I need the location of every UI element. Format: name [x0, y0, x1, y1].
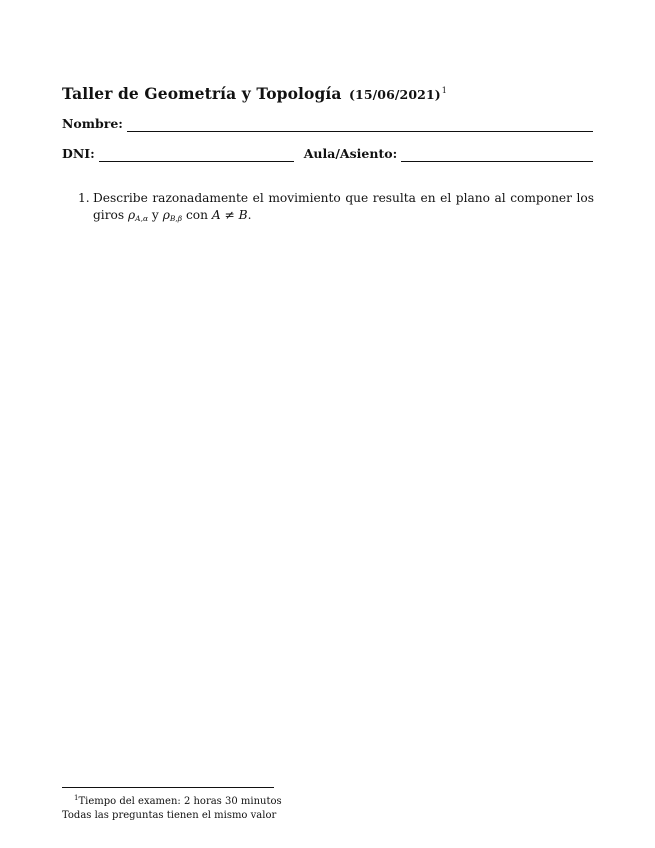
rotation-a-subscript: A,α	[135, 214, 149, 223]
footnote-time-text: Tiempo del examen: 2 horas 30 minutos	[78, 796, 282, 807]
question-text-part1: Describe razonadamente el movimiento que resulta en el plano al componer los giros	[93, 191, 594, 222]
exam-title	[62, 84, 447, 103]
question-text-part2: y	[148, 208, 163, 222]
rho-symbol-1: ρ	[128, 208, 136, 222]
footnote-rule	[62, 787, 274, 788]
footnote-line-1	[62, 791, 282, 809]
question-number: 1.	[78, 191, 90, 205]
rotation-b-symbol	[163, 208, 182, 222]
aula-label: Aula/Asiento:	[303, 146, 398, 161]
nombre-label: Nombre:	[62, 116, 123, 131]
footnote-marker: 1	[74, 794, 79, 802]
question-text-part3: con	[182, 208, 212, 222]
question-1	[78, 190, 594, 227]
nombre-row	[62, 116, 593, 132]
nombre-blank-line[interactable]	[127, 118, 593, 132]
question-text-end: .	[247, 208, 252, 222]
rho-symbol-2: ρ	[162, 208, 170, 222]
dni-blank-line[interactable]	[99, 148, 294, 162]
dni-label: DNI:	[62, 146, 95, 161]
dni-aula-row	[62, 146, 593, 162]
exam-date: (15/06/2021)	[349, 87, 441, 102]
rotation-a-symbol	[128, 208, 148, 222]
rotation-b-subscript: B,β	[169, 214, 183, 223]
question-text	[93, 190, 594, 227]
footnote-line-2: Todas las preguntas tienen el mismo valor	[62, 810, 277, 821]
title-text: Taller de Geometría y Topología	[62, 84, 342, 103]
title-footnote-marker: 1	[441, 86, 447, 95]
footnote	[62, 791, 282, 823]
aula-blank-line[interactable]	[401, 148, 593, 162]
math-condition: A ≠ B	[211, 208, 248, 222]
